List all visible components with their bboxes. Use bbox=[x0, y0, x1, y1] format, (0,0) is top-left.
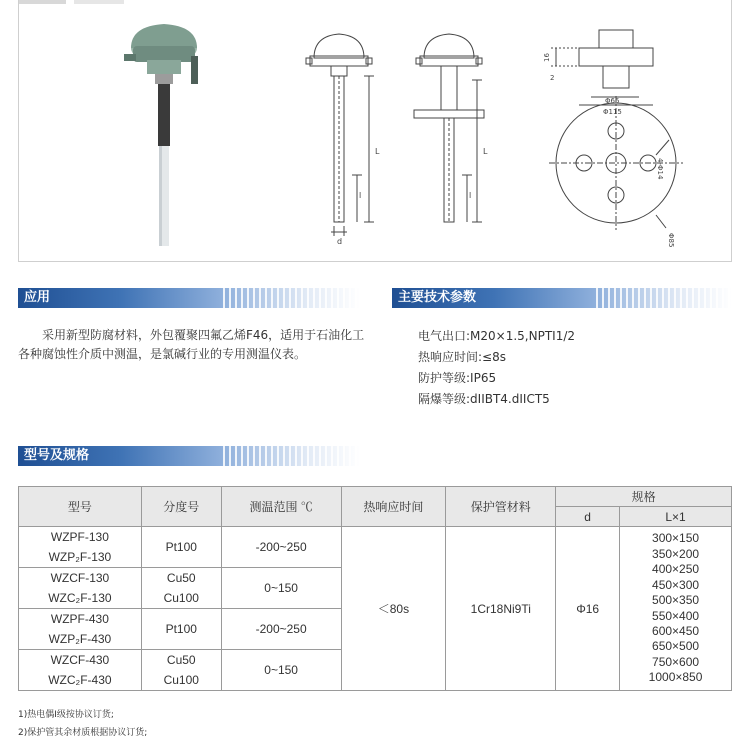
application-description: 采用新型防腐材料，外包覆聚四氟乙烯F46，适用于石油化工各种腐蚀性介质中测温，是氯碱行业的专用测温仪表。 bbox=[18, 328, 365, 361]
spec-response-time: 热响应时间:≤8s bbox=[418, 350, 506, 364]
tech-params-section-header bbox=[392, 288, 732, 308]
table-row bbox=[19, 527, 732, 568]
length-item: 350×200 bbox=[652, 546, 700, 561]
drawing-flanged-probe bbox=[414, 34, 484, 222]
header-spec: 规格 bbox=[556, 487, 732, 507]
header-response-time: 热响应时间 bbox=[341, 487, 446, 527]
model-cell: WZPF-130 WZP₂F-130 bbox=[19, 527, 142, 568]
length-item: 300×150 bbox=[652, 531, 700, 546]
model-cell: WZCF-130 WZC₂F-130 bbox=[19, 568, 142, 609]
label-flange-h: 2 bbox=[550, 74, 555, 82]
header-lx1: L×1 bbox=[620, 507, 732, 527]
application-section-header bbox=[18, 288, 360, 308]
label-d: d bbox=[337, 237, 343, 246]
header-material: 保护管材料 bbox=[446, 487, 556, 527]
label-l-flanged: l bbox=[469, 191, 472, 200]
label-L: L bbox=[375, 147, 380, 156]
footnote-1: 1)热电偶I级按协议订货; bbox=[18, 710, 114, 720]
length-item: 600×450 bbox=[652, 623, 700, 638]
length-item: 1000×850 bbox=[648, 670, 703, 685]
model-cell: WZCF-430 WZC₂F-430 bbox=[19, 650, 142, 691]
length-item: 400×250 bbox=[652, 562, 700, 577]
graduation-cell: Cu50 Cu100 bbox=[141, 568, 221, 609]
length-item: 650×500 bbox=[652, 639, 700, 654]
graduation-cell: Cu50 Cu100 bbox=[141, 650, 221, 691]
length-item: 500×350 bbox=[652, 593, 700, 608]
product-drawings bbox=[19, 0, 731, 262]
d-value-cell: Φ16 bbox=[556, 527, 620, 691]
label-L-flanged: L bbox=[483, 147, 488, 156]
length-item: 450×300 bbox=[652, 577, 700, 592]
label-flange-thickness: 16 bbox=[543, 53, 551, 62]
material-cell: 1Cr18Ni9Ti bbox=[446, 527, 556, 691]
spec-electrical-outlet: 电气出口:M20×1.5,NPTI1/2 bbox=[418, 329, 576, 343]
label-phi115: Φ115 bbox=[603, 108, 622, 116]
footnote-2: 2)保护管其余材质根据协议订货; bbox=[18, 728, 148, 738]
product-figure-panel bbox=[18, 0, 732, 262]
spec-protection-class: 防护等级:IP65 bbox=[418, 371, 497, 385]
range-cell: 0~150 bbox=[221, 568, 341, 609]
models-title: 型号及规格 bbox=[24, 448, 90, 463]
header-graduation: 分度号 bbox=[141, 487, 221, 527]
models-section-header bbox=[18, 446, 360, 466]
product-photo bbox=[124, 24, 198, 246]
range-cell: -200~250 bbox=[221, 609, 341, 650]
range-cell: 0~150 bbox=[221, 650, 341, 691]
model-cell: WZPF-430 WZP₂F-430 bbox=[19, 609, 142, 650]
range-cell: -200~250 bbox=[221, 527, 341, 568]
lengths-cell bbox=[620, 527, 732, 691]
length-item: 750×600 bbox=[652, 654, 700, 669]
graduation-cell: Pt100 bbox=[141, 609, 221, 650]
label-phi65: Φ65 bbox=[605, 97, 620, 105]
tech-params-title: 主要技术参数 bbox=[398, 290, 477, 305]
header-model: 型号 bbox=[19, 487, 142, 527]
application-title: 应用 bbox=[24, 290, 51, 305]
header-range: 测温范围 ℃ bbox=[221, 487, 341, 527]
response-time-cell: ＜80s bbox=[341, 527, 446, 691]
spec-explosion-class: 隔爆等级:dIIBT4.dIICT5 bbox=[418, 392, 550, 406]
label-phi85: Φ85 bbox=[667, 233, 675, 248]
graduation-cell: Pt100 bbox=[141, 527, 221, 568]
drawing-flange-side bbox=[551, 30, 653, 105]
label-l: l bbox=[359, 191, 362, 200]
header-d: d bbox=[556, 507, 620, 527]
model-spec-table bbox=[18, 486, 732, 691]
drawing-straight-probe bbox=[306, 34, 374, 236]
label-holes: 4-Φ14 bbox=[656, 158, 664, 180]
length-item: 550×400 bbox=[652, 608, 700, 623]
